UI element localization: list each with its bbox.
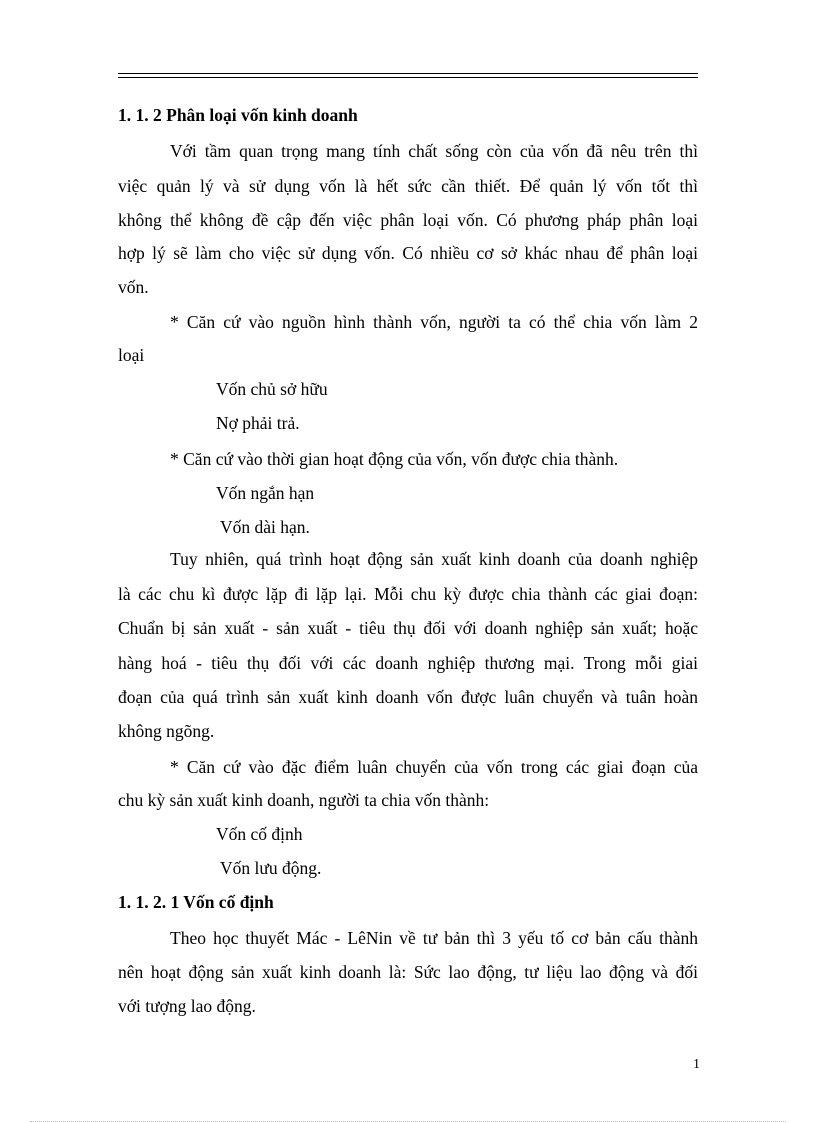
header-rule-bottom [118, 77, 698, 78]
list-item: Vốn chủ sở hữu [216, 379, 328, 399]
list-item: Vốn lưu động. [220, 858, 322, 878]
paragraph-line: loại [118, 345, 145, 365]
list-item: Vốn ngắn hạn [216, 483, 315, 503]
paragraph-line: * Căn cứ vào nguồn hình thành vốn, người ta có thể chia vốn làm 2 [170, 312, 698, 332]
paragraph-line: đoạn của quá trình sản xuất kinh doanh vốn được luân chuyển và tuân hoàn [118, 687, 698, 707]
paragraph-line: Theo học thuyết Mác - LêNin về tư bản thì 3 yếu tố cơ bản cấu thành [170, 928, 698, 948]
paragraph-line: với tượng lao động. [118, 996, 256, 1016]
paragraph-line: Tuy nhiên, quá trình hoạt động sản xuất kinh doanh của doanh nghiệp [170, 549, 698, 569]
section-heading: 1. 1. 2 Phân loại vốn kinh doanh [118, 105, 358, 125]
paragraph-line: Với tầm quan trọng mang tính chất sống còn của vốn đã nêu trên thì [170, 141, 698, 161]
list-item: Vốn dài hạn. [220, 517, 310, 537]
paragraph-line: hàng hoá - tiêu thụ đối với các doanh nghiệp thương mại. Trong mỗi giai [118, 653, 698, 673]
paragraph-line: không ngõng. [118, 721, 215, 741]
paragraph-line: nên hoạt động sản xuất kinh doanh là: Sức lao động, tư liệu lao động và đối [118, 962, 698, 982]
paragraph-line: việc quản lý và sử dụng vốn là hết sức cần thiết. Để quản lý vốn tốt thì [118, 176, 698, 196]
list-item: Vốn cố định [216, 824, 303, 844]
list-item: Nợ phải trả. [216, 413, 300, 433]
paragraph-line: hợp lý sẽ làm cho việc sử dụng vốn. Có nhiều cơ sở khác nhau để phân loại [118, 243, 698, 263]
paragraph-line: Chuẩn bị sản xuất - sản xuất - tiêu thụ đối với doanh nghiệp sản xuất; hoặc [118, 618, 698, 638]
page-bottom-border [30, 1121, 786, 1122]
header-rule-top [118, 73, 698, 74]
page-number: 1 [693, 1057, 700, 1072]
paragraph-line: không thể không đề cập đến việc phân loại vốn. Có phương pháp phân loại [118, 210, 698, 230]
paragraph-line: vốn. [118, 277, 149, 297]
paragraph-line: * Căn cứ vào thời gian hoạt động của vốn, vốn được chia thành. [170, 449, 619, 469]
paragraph-line: chu kỳ sản xuất kinh doanh, người ta chia vốn thành: [118, 790, 490, 810]
paragraph-line: là các chu kì được lặp đi lặp lại. Mỗi chu kỳ được chia thành các giai đoạn: [118, 584, 698, 604]
subsection-heading: 1. 1. 2. 1 Vốn cố định [118, 892, 274, 912]
paragraph-line: * Căn cứ vào đặc điểm luân chuyển của vốn trong các giai đoạn của [170, 757, 698, 777]
